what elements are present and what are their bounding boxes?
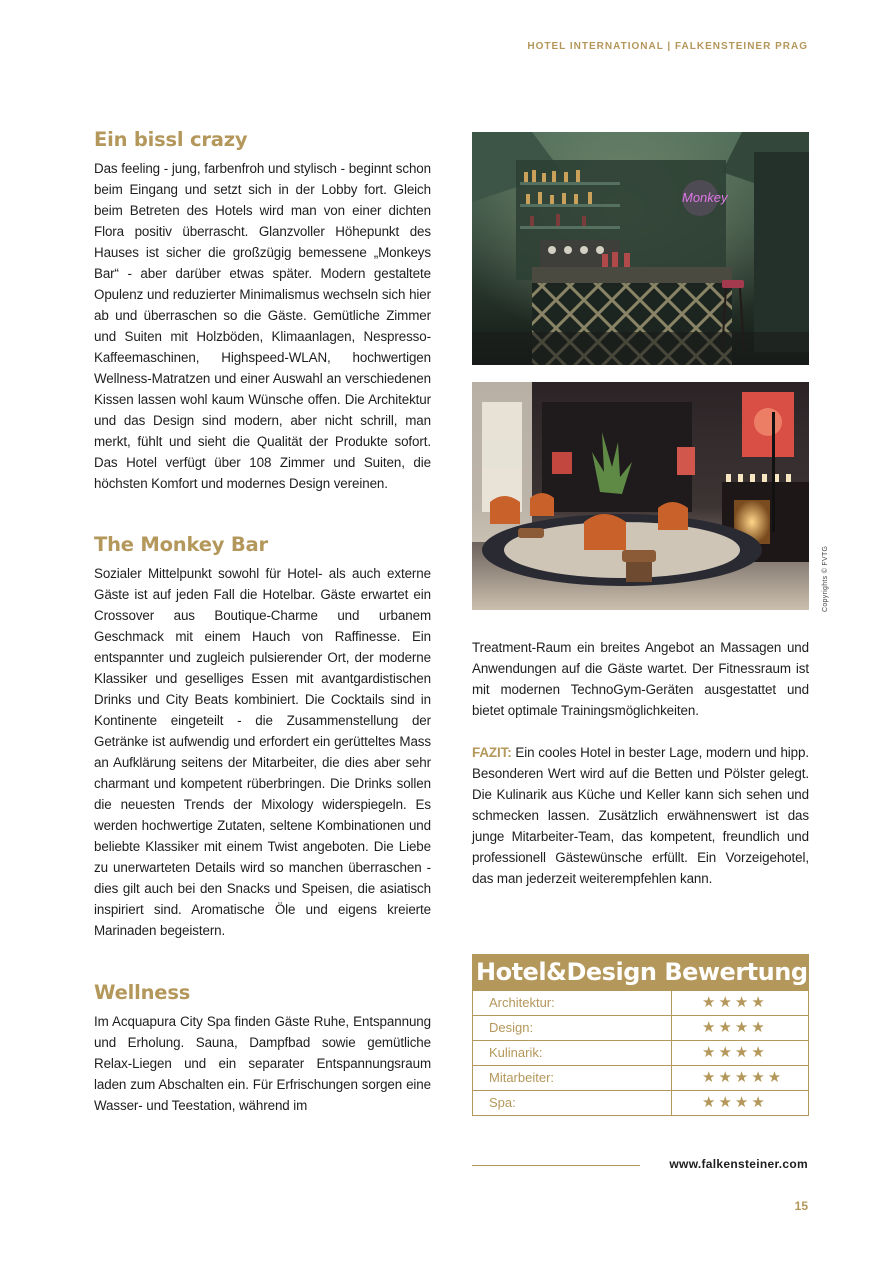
right-column [472, 637, 809, 889]
rating-label: Mitarbeiter: [473, 1066, 672, 1090]
rating-row-mitarbeiter [473, 1065, 808, 1090]
fazit-text: Ein cooles Hotel in bester Lage, modern und hipp. Besonderen Wert wird auf die Betten und Pölster gelegt. Die Kulinarik aus Küche und Keller kann sich sehen und schmecken lassen. Zusätzlich erwähnenswert ist das junge Mitarbeiter-Team, das kompetent, freundlich und professionell Gästewünsche erfüllt. Ein Vorzeigehotel, das man jederzeit weiterempfehlen kann. [472, 745, 809, 886]
footer-website-link[interactable]: www.falkensteiner.com [669, 1157, 808, 1171]
section-body: Das feeling - jung, farbenfroh und stylisch - beginnt schon beim Eingang und setzt sich in der Lobby fort. Gleich beim Betreten des Hotels wird man von einer dichten Flora positiv überrascht. Glanzvoller Höhepunkt des Hauses ist sicher die großzügig bemessene „Monkeys Bar“ - aber darüber etwas später. Modern gestaltete Opulenz und reduzierter Minimalismus wechseln sich hier ab und überraschen so die Gäste. Gemütliche Zimmer und Suiten mit Holzböden, Klimaanlagen, Nespresso-Kaffeemaschinen, Highspeed-WLAN, hochwertigen Wellness-Matratzen und einer Auswahl an verschiedenen Kissen lassen wohl kaum Wünsche offen. Die Architektur und das Design sind modern, aber nicht schrill, man merkt, fühlt und sieht die Qualität der Produkte sofort. Das Hotel verfügt über 108 Zimmer und Suiten, die höchsten Komfort und modernes Design vereinen. [94, 161, 431, 491]
rating-stars: ★★★★ [702, 1019, 768, 1036]
rating-stars: ★★★★ [702, 1094, 768, 1111]
section-wellness [94, 981, 431, 1116]
fazit-label: FAZIT: [472, 745, 512, 760]
rating-stars: ★★★★★ [702, 1069, 785, 1086]
rating-box [472, 954, 809, 1116]
rating-stars: ★★★★ [702, 1044, 768, 1061]
rating-row-spa [473, 1090, 808, 1115]
page-number: 15 [794, 1199, 808, 1213]
rating-row-kulinarik [473, 1040, 808, 1065]
photo-copyright: Copyrights © FVTG [822, 545, 829, 612]
rating-label: Spa: [473, 1091, 672, 1115]
rating-label: Design: [473, 1016, 672, 1040]
section-heading: Wellness [94, 981, 191, 1004]
section-monkey-bar [94, 533, 431, 941]
section-heading: Ein bissl crazy [94, 128, 248, 151]
footer-divider [472, 1165, 640, 1166]
section-body: Im Acquapura City Spa finden Gäste Ruhe, Entspannung und Erholung. Sauna, Dampfbad sowie gemütliche Relax-Liegen und ein separater Entspannungsraum laden zum Abschalten ein. Für Erfrischungen sorgen eine Wasser- und Teestation, während im [94, 1014, 431, 1113]
section-crazy [94, 128, 431, 494]
rating-label: Kulinarik: [473, 1041, 672, 1065]
section-heading: The Monkey Bar [94, 533, 268, 556]
rating-row-architektur [473, 990, 808, 1015]
rating-stars: ★★★★ [702, 994, 768, 1011]
wellness-continued: Treatment-Raum ein breites Angebot an Massagen und Anwendungen auf die Gäste wartet. Der Fitnessraum ist mit modernen TechnoGym-Geräten ausgestattet und bietet optimale Trainingsmöglichkeiten. [472, 640, 809, 718]
fazit-paragraph [472, 742, 809, 889]
neon-sign: Monkey [682, 190, 728, 205]
bar-photo [472, 132, 809, 365]
lobby-photo [472, 382, 809, 610]
rating-title: Hotel&Design Bewertung [473, 955, 808, 990]
left-column [94, 128, 431, 1116]
rating-label: Architektur: [473, 991, 672, 1015]
rating-row-design [473, 1015, 808, 1040]
running-header: HOTEL INTERNATIONAL | FALKENSTEINER PRAG [527, 41, 808, 52]
section-body: Sozialer Mittelpunkt sowohl für Hotel- als auch externe Gäste ist auf jeden Fall die Hotelbar. Gäste erwartet ein Crossover aus Boutique-Charme und urbanem Geschmack mit einem Hauch von Raffinesse. Ein entspannter und zugleich pulsierender Ort, der moderne Klassiker und geselliges Essen mit avantgardistischen Drinks und City Beats kombiniert. Die Cocktails sind in Kontinente eingeteilt - die Zusammenstellung der Getränke ist aufwendig und erfordert ein gerütteltes Mass an Aufklärung seitens der Mitarbeiter, die dies aber sehr charmant und kompetent rüberbringen. Die Drinks sollen die neuesten Trends der Mixology widerspiegeln. Es werden hochwertige Zutaten, seltene Kombinationen und beliebte Klassiker mit einem Twist angeboten. Die Liebe zu unerwarteten Details wird so manchen überraschen - dies gilt auch bei den Snacks und Speisen, die asiatisch inspiriert sind. Aromatische Öle und eigens kreierte Marinaden begeistern. [94, 566, 431, 938]
